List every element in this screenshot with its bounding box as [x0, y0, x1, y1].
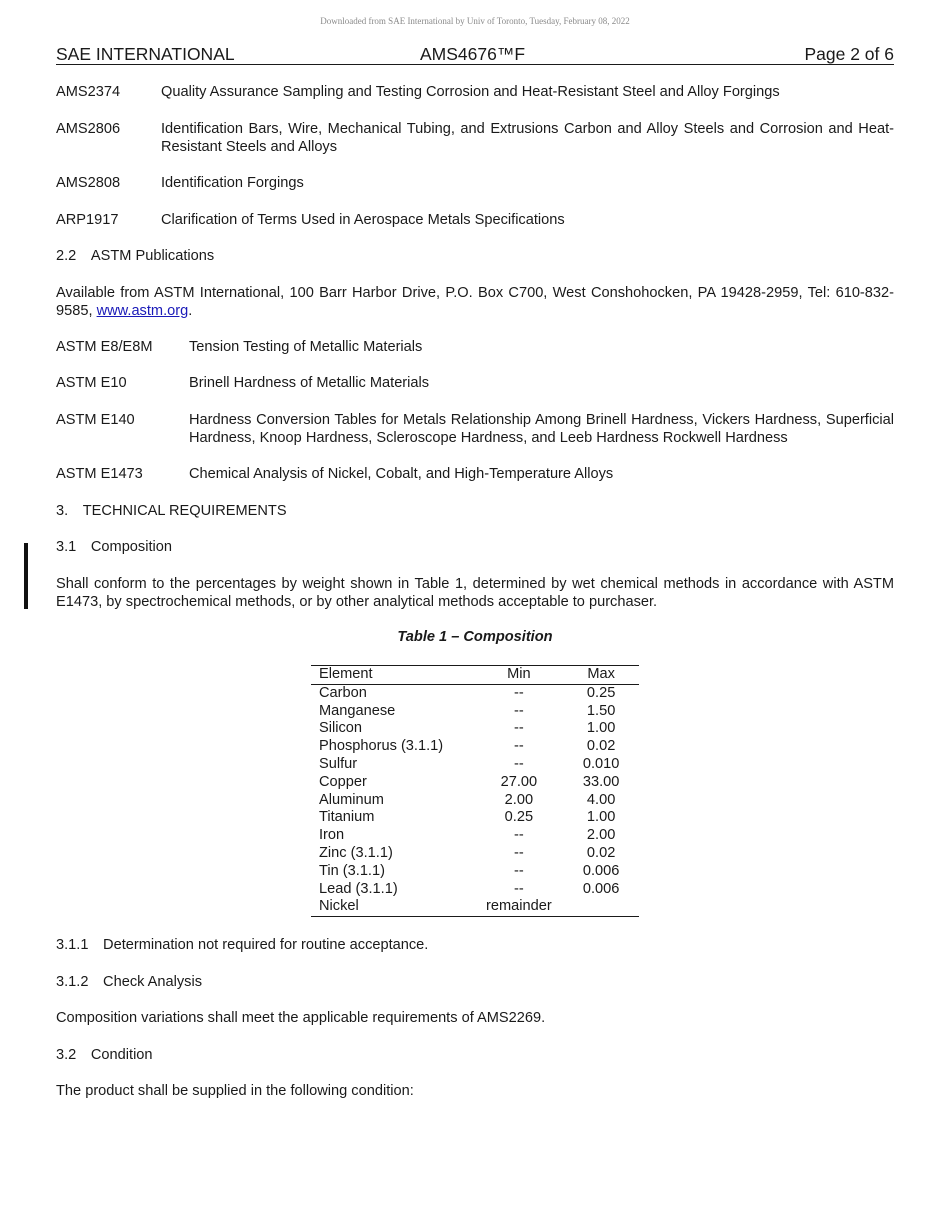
column-header-max: Max: [587, 666, 615, 682]
reference-title: Chemical Analysis of Nickel, Cobalt, and High-Temperature Alloys: [189, 466, 614, 482]
cell-max: 0.010: [582, 755, 620, 772]
cell-min: --: [514, 862, 524, 879]
reference-title: Identification Forgings: [161, 175, 304, 191]
cell-max: 0.02: [586, 738, 616, 755]
cell-max: 0.006: [582, 862, 620, 879]
cell-element: Sulfur: [319, 755, 358, 772]
cell-max: 33.00: [582, 773, 620, 790]
table-row: [311, 898, 639, 916]
reference-code: ASTM E8/E8M: [56, 339, 153, 355]
composition-table: [311, 665, 639, 917]
cell-element: Carbon: [319, 684, 367, 701]
reference-code: ASTM E10: [56, 375, 127, 391]
cell-max: 1.50: [586, 702, 616, 719]
cell-element: Titanium: [319, 809, 375, 826]
reference-title: Hardness Conversion Tables for Metals Relationship Among Brinell Hardness, Vickers Hardness, Superficial Hardness, Knoop Hardness, Scleroscope Hardness, and Leeb Hardness Rockwell Hardness: [189, 412, 894, 446]
table-row: [311, 738, 639, 756]
cell-element: Silicon: [319, 720, 362, 737]
cell-min: --: [514, 738, 524, 755]
cell-max: 1.00: [586, 720, 616, 737]
reference-code: ARP1917: [56, 212, 119, 228]
cell-min: --: [514, 844, 524, 861]
section-3-2-heading: 3.2 Condition: [56, 1047, 153, 1063]
cell-element: Zinc (3.1.1): [319, 844, 393, 861]
column-header-element: Element: [319, 666, 373, 682]
table-header-row: [311, 666, 639, 685]
section-3-1-heading: 3.1 Composition: [56, 539, 172, 555]
availability-text: Available from ASTM International, 100 Barr Harbor Drive, P.O. Box C700, West Conshohocken, PA 19428-2959, Tel: 610-832-9585,: [56, 285, 894, 319]
table-row: [311, 756, 639, 774]
composition-paragraph: Shall conform to the percentages by weight shown in Table 1, determined by wet chemical methods in accordance with ASTM E1473, by spectrochemical methods, or by other analytical methods acceptable to purchaser.: [56, 576, 894, 610]
cell-element: Aluminum: [319, 791, 384, 808]
cell-min: --: [514, 684, 524, 701]
cell-min: 27.00: [500, 773, 538, 790]
astm-website-link[interactable]: www.astm.org: [96, 303, 189, 319]
cell-element: Iron: [319, 827, 345, 844]
table-row: [311, 774, 639, 792]
reference-code: ASTM E140: [56, 412, 135, 428]
reference-title: Clarification of Terms Used in Aerospace Metals Specifications: [161, 212, 565, 228]
section-2-2-heading: 2.2 ASTM Publications: [56, 248, 215, 264]
table-row: [311, 827, 639, 845]
table-row: [311, 881, 639, 899]
header-org: SAE INTERNATIONAL: [56, 44, 235, 64]
page-header: [56, 44, 894, 65]
cell-max: 2.00: [586, 827, 616, 844]
reference-code: ASTM E1473: [56, 466, 143, 482]
astm-availability-paragraph: [56, 284, 894, 320]
reference-title: Identification Bars, Wire, Mechanical Tubing, and Extrusions Carbon and Alloy Steels and Corrosion and Heat-Resistant Steels and Alloys: [161, 121, 894, 155]
cell-min: --: [514, 720, 524, 737]
cell-min: 2.00: [504, 791, 534, 808]
table-row: [311, 703, 639, 721]
cell-min: --: [514, 702, 524, 719]
reference-title: Quality Assurance Sampling and Testing Corrosion and Heat-Resistant Steel and Alloy Forgings: [161, 84, 780, 100]
availability-trailing: .: [188, 303, 193, 319]
table-row: [311, 845, 639, 863]
cell-max: 0.25: [586, 684, 616, 701]
section-3-1-2-heading: 3.1.2 Check Analysis: [56, 974, 203, 990]
table-row: [311, 720, 639, 738]
cell-element: Manganese: [319, 702, 396, 719]
table-row: [311, 792, 639, 810]
header-page-number: Page 2 of 6: [804, 44, 894, 64]
cell-element: Lead (3.1.1): [319, 880, 398, 897]
cell-min: --: [514, 880, 524, 897]
download-watermark: Downloaded from SAE International by Univ of Toronto, Tuesday, February 08, 2022: [320, 16, 630, 26]
revision-change-bar: [24, 543, 28, 609]
cell-min: 0.25: [504, 809, 534, 826]
cell-max: 0.02: [586, 844, 616, 861]
table-row: [311, 809, 639, 827]
cell-element: Nickel: [319, 898, 359, 915]
reference-title: Tension Testing of Metallic Materials: [189, 339, 423, 355]
header-spec-number: AMS4676™F: [420, 44, 526, 64]
cell-element: Tin (3.1.1): [319, 862, 385, 879]
reference-code: AMS2806: [56, 121, 121, 137]
reference-code: AMS2374: [56, 84, 121, 100]
cell-element: Phosphorus (3.1.1): [319, 738, 444, 755]
cell-max: [563, 898, 639, 916]
cell-min: --: [514, 755, 524, 772]
section-3-heading: 3. TECHNICAL REQUIREMENTS: [56, 503, 287, 519]
cell-min: remainder: [486, 898, 552, 915]
column-header-min: Min: [507, 666, 531, 682]
table-row: [311, 863, 639, 881]
cell-min: --: [514, 827, 524, 844]
reference-code: AMS2808: [56, 175, 121, 191]
table-row: [311, 684, 639, 702]
reference-title: Brinell Hardness of Metallic Materials: [189, 375, 430, 391]
table-title: Table 1 – Composition: [397, 629, 553, 645]
cell-max: 0.006: [582, 880, 620, 897]
section-3-1-1: 3.1.1 Determination not required for routine acceptance.: [56, 937, 429, 953]
cell-element: Copper: [319, 773, 367, 790]
cell-max: 4.00: [586, 791, 616, 808]
condition-paragraph: The product shall be supplied in the following condition:: [56, 1083, 414, 1099]
check-analysis-paragraph: Composition variations shall meet the applicable requirements of AMS2269.: [56, 1010, 546, 1026]
cell-max: 1.00: [586, 809, 616, 826]
